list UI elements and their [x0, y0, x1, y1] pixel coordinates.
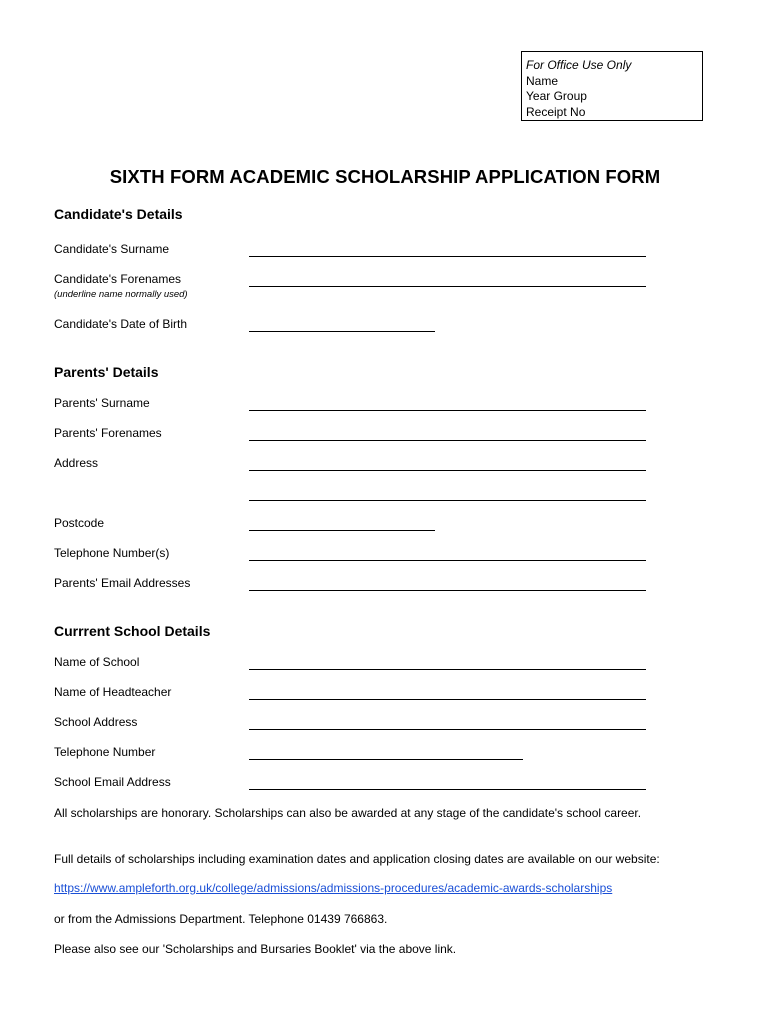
parents-email-field[interactable]: [249, 590, 646, 591]
parents-address-label: Address: [54, 456, 99, 470]
parents-forenames-field[interactable]: [249, 440, 646, 441]
parents-address-field-1[interactable]: [249, 470, 646, 471]
candidate-forenames-note: (underline name normally used): [54, 289, 188, 300]
school-email-label: School Email Address: [54, 775, 171, 789]
parents-details-heading: Parents' Details: [54, 364, 159, 380]
candidate-dob-field[interactable]: [249, 331, 435, 332]
booklet-note: Please also see our 'Scholarships and Bursaries Booklet' via the above link.: [54, 942, 457, 956]
parents-telephone-label: Telephone Number(s): [54, 546, 170, 560]
admissions-note: or from the Admissions Department. Telephone 01439 766863.: [54, 912, 388, 926]
school-address-field[interactable]: [249, 729, 646, 730]
parents-email-label: Parents' Email Addresses: [54, 576, 191, 590]
school-name-field[interactable]: [249, 669, 646, 670]
candidate-forenames-label: Candidate's Forenames: [54, 272, 182, 286]
candidate-surname-label: Candidate's Surname: [54, 242, 170, 256]
office-use-box: [521, 51, 703, 121]
office-use-heading: For Office Use Only: [526, 58, 632, 72]
headteacher-name-field[interactable]: [249, 699, 646, 700]
details-note: Full details of scholarships including examination dates and application closing dates are available on our website:: [54, 852, 660, 866]
school-address-label: School Address: [54, 715, 138, 729]
school-email-field[interactable]: [249, 789, 646, 790]
candidate-details-heading: Candidate's Details: [54, 206, 183, 222]
parents-postcode-label: Postcode: [54, 516, 105, 530]
scholarships-link[interactable]: https://www.ampleforth.org.uk/college/admissions/admissions-procedures/academic-awards-scholarships: [54, 881, 613, 895]
parents-forenames-label: Parents' Forenames: [54, 426, 162, 440]
school-telephone-field[interactable]: [249, 759, 523, 760]
candidate-forenames-field[interactable]: [249, 286, 646, 287]
headteacher-name-label: Name of Headteacher: [54, 685, 172, 699]
office-receipt-label: Receipt No: [526, 104, 586, 119]
parents-surname-label: Parents' Surname: [54, 396, 150, 410]
parents-postcode-field[interactable]: [249, 530, 435, 531]
candidate-dob-label: Candidate's Date of Birth: [54, 317, 188, 331]
school-telephone-label: Telephone Number: [54, 745, 156, 759]
office-year-group-label: Year Group: [526, 89, 587, 103]
parents-telephone-field[interactable]: [249, 560, 646, 561]
parents-address-field-2[interactable]: [249, 500, 646, 501]
office-name-label: Name: [526, 73, 559, 88]
candidate-surname-field[interactable]: [249, 256, 646, 257]
school-name-label: Name of School: [54, 655, 140, 669]
parents-surname-field[interactable]: [249, 410, 646, 411]
page-title: SIXTH FORM ACADEMIC SCHOLARSHIP APPLICATION FORM: [109, 166, 661, 187]
honorary-note: All scholarships are honorary. Scholarships can also be awarded at any stage of the candidate's school career.: [54, 806, 642, 820]
school-details-heading: Currrent School Details: [54, 623, 211, 639]
